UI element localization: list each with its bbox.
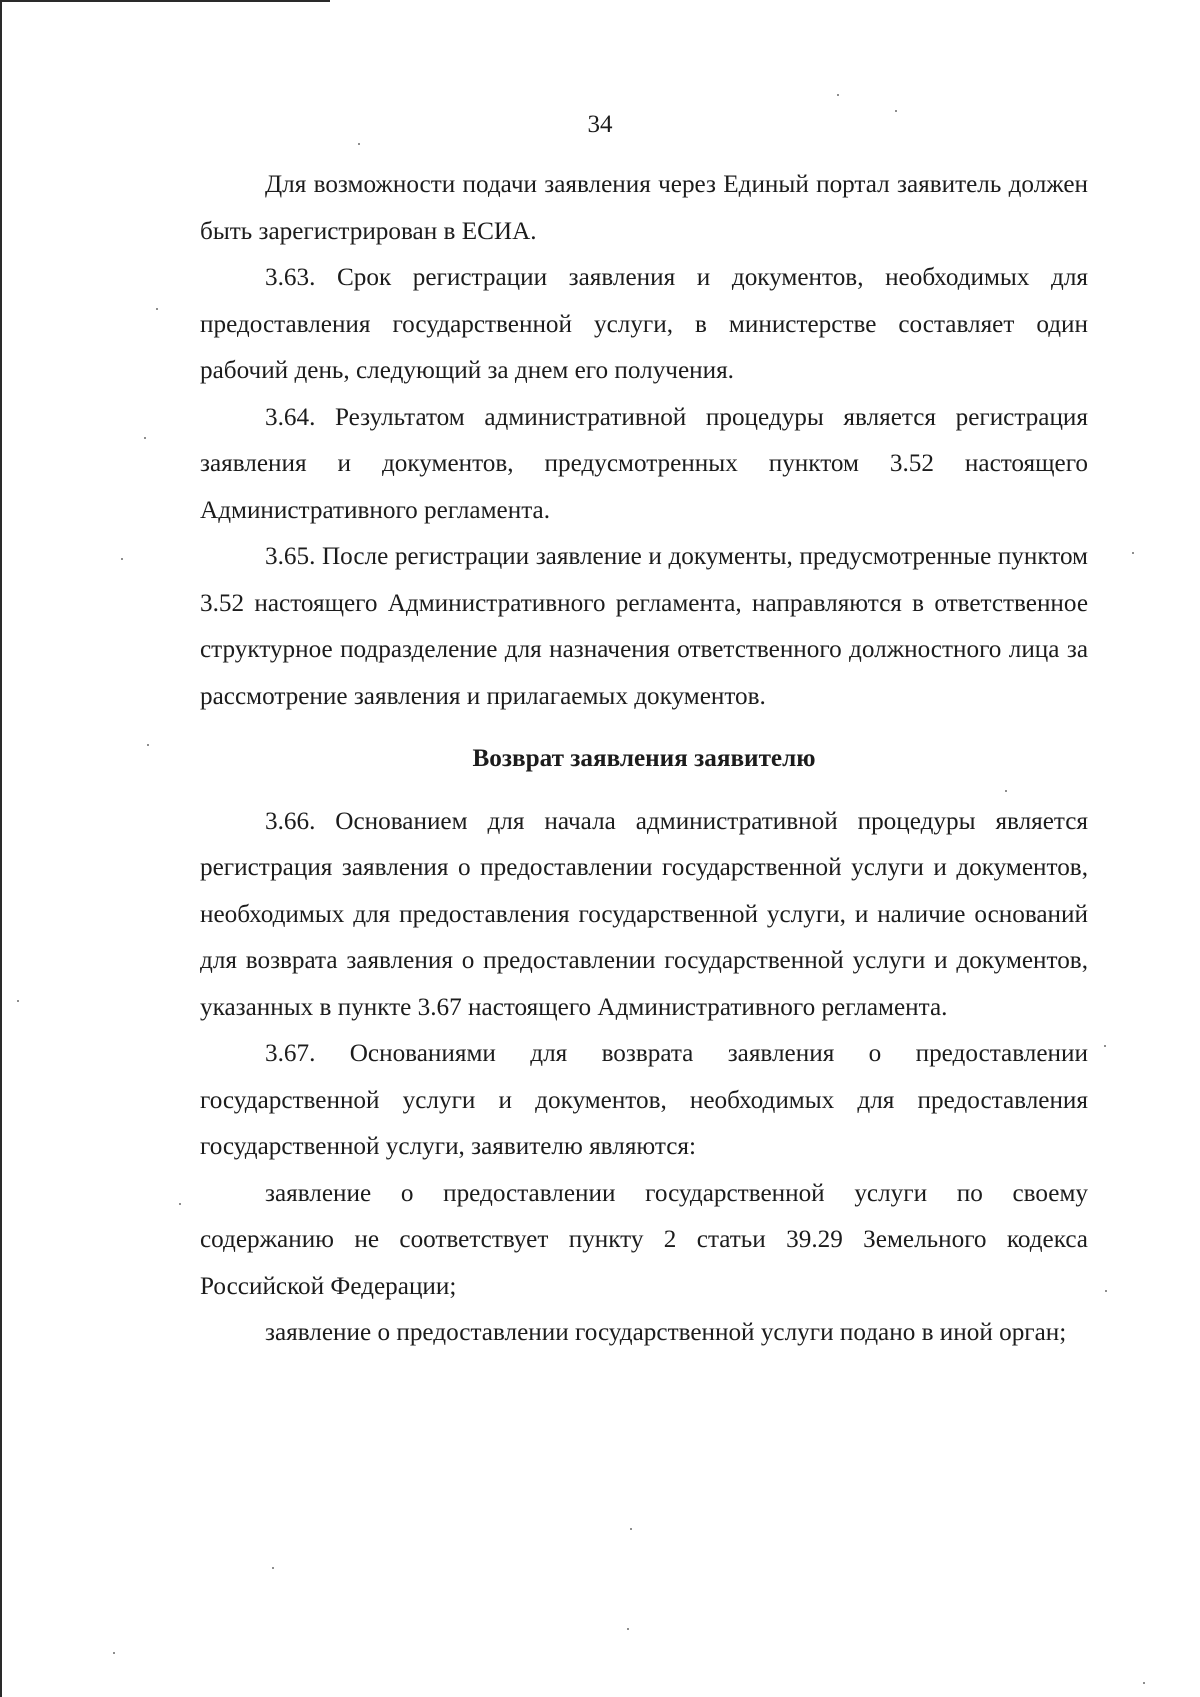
section-heading: Возврат заявления заявителю bbox=[472, 745, 816, 772]
paragraph-3-67: 3.67. Основаниями для возврата заявления о предоставлении государственной услуги и документов, необходимых для предоставления государственной услуги, заявителю являются: bbox=[200, 1040, 1088, 1160]
scan-speck bbox=[113, 1652, 115, 1654]
scan-speck bbox=[1143, 1682, 1145, 1684]
scan-speck bbox=[179, 1203, 181, 1205]
scan-speck bbox=[627, 1628, 629, 1630]
scan-edge-top bbox=[0, 0, 330, 2]
scan-edge-left bbox=[0, 0, 2, 1697]
scan-speck bbox=[121, 558, 123, 560]
document-body bbox=[200, 162, 1088, 1357]
scan-speck bbox=[147, 744, 149, 746]
scan-speck bbox=[156, 308, 158, 310]
scan-speck bbox=[1104, 1045, 1106, 1047]
scan-speck bbox=[1132, 552, 1134, 554]
scan-speck bbox=[630, 1528, 632, 1530]
paragraph-wrong-authority: заявление о предоставлении государственной услуги подано в иной орган; bbox=[265, 1319, 1067, 1346]
scan-speck bbox=[1105, 1290, 1107, 1292]
paragraph-ground-mismatch: заявление о предоставлении государственной услуги по своему содержанию не соответствует пункту 2 статьи 39.29 Земельного кодекса Российской Федерации; bbox=[200, 1179, 1088, 1300]
paragraph-3-64: 3.64. Результатом административной процедуры является регистрация заявления и документов, предусмотренных пунктом 3.52 настоящего Административного регламента. bbox=[200, 403, 1088, 524]
paragraph-3-66: 3.66. Основанием для начала административной процедуры является регистрация заявления о предоставлении государственной услуги и документов, необходимых для предоставления государственной услуги, и наличие оснований для возврата заявления о предоставлении государственной услуги и документов, указанных в пункте 3.67 настоящего Административного регламента. bbox=[200, 807, 1088, 1021]
scan-speck bbox=[895, 110, 897, 112]
page-number: 34 bbox=[587, 111, 613, 138]
scan-speck bbox=[272, 1567, 274, 1569]
paragraph-3-63: 3.63. Срок регистрации заявления и документов, необходимых для предоставления государственной услуги, в министерстве составляет один рабочий день, следующий за днем его получения. bbox=[200, 264, 1088, 384]
paragraph-esia-registration: Для возможности подачи заявления через Единый портал заявитель должен быть зарегистрирован в ЕСИА. bbox=[200, 171, 1088, 245]
scan-speck bbox=[358, 143, 360, 145]
scan-speck bbox=[837, 94, 839, 96]
paragraph-3-65: 3.65. После регистрации заявление и документы, предусмотренные пунктом 3.52 настоящего Административного регламента, направляются в ответственное структурное подразделение для назначения ответственного должностного лица за рассмотрение заявления и прилагаемых документов. bbox=[200, 543, 1088, 710]
scan-speck bbox=[17, 1000, 19, 1002]
scan-speck bbox=[1005, 790, 1007, 792]
scan-speck bbox=[144, 437, 146, 439]
